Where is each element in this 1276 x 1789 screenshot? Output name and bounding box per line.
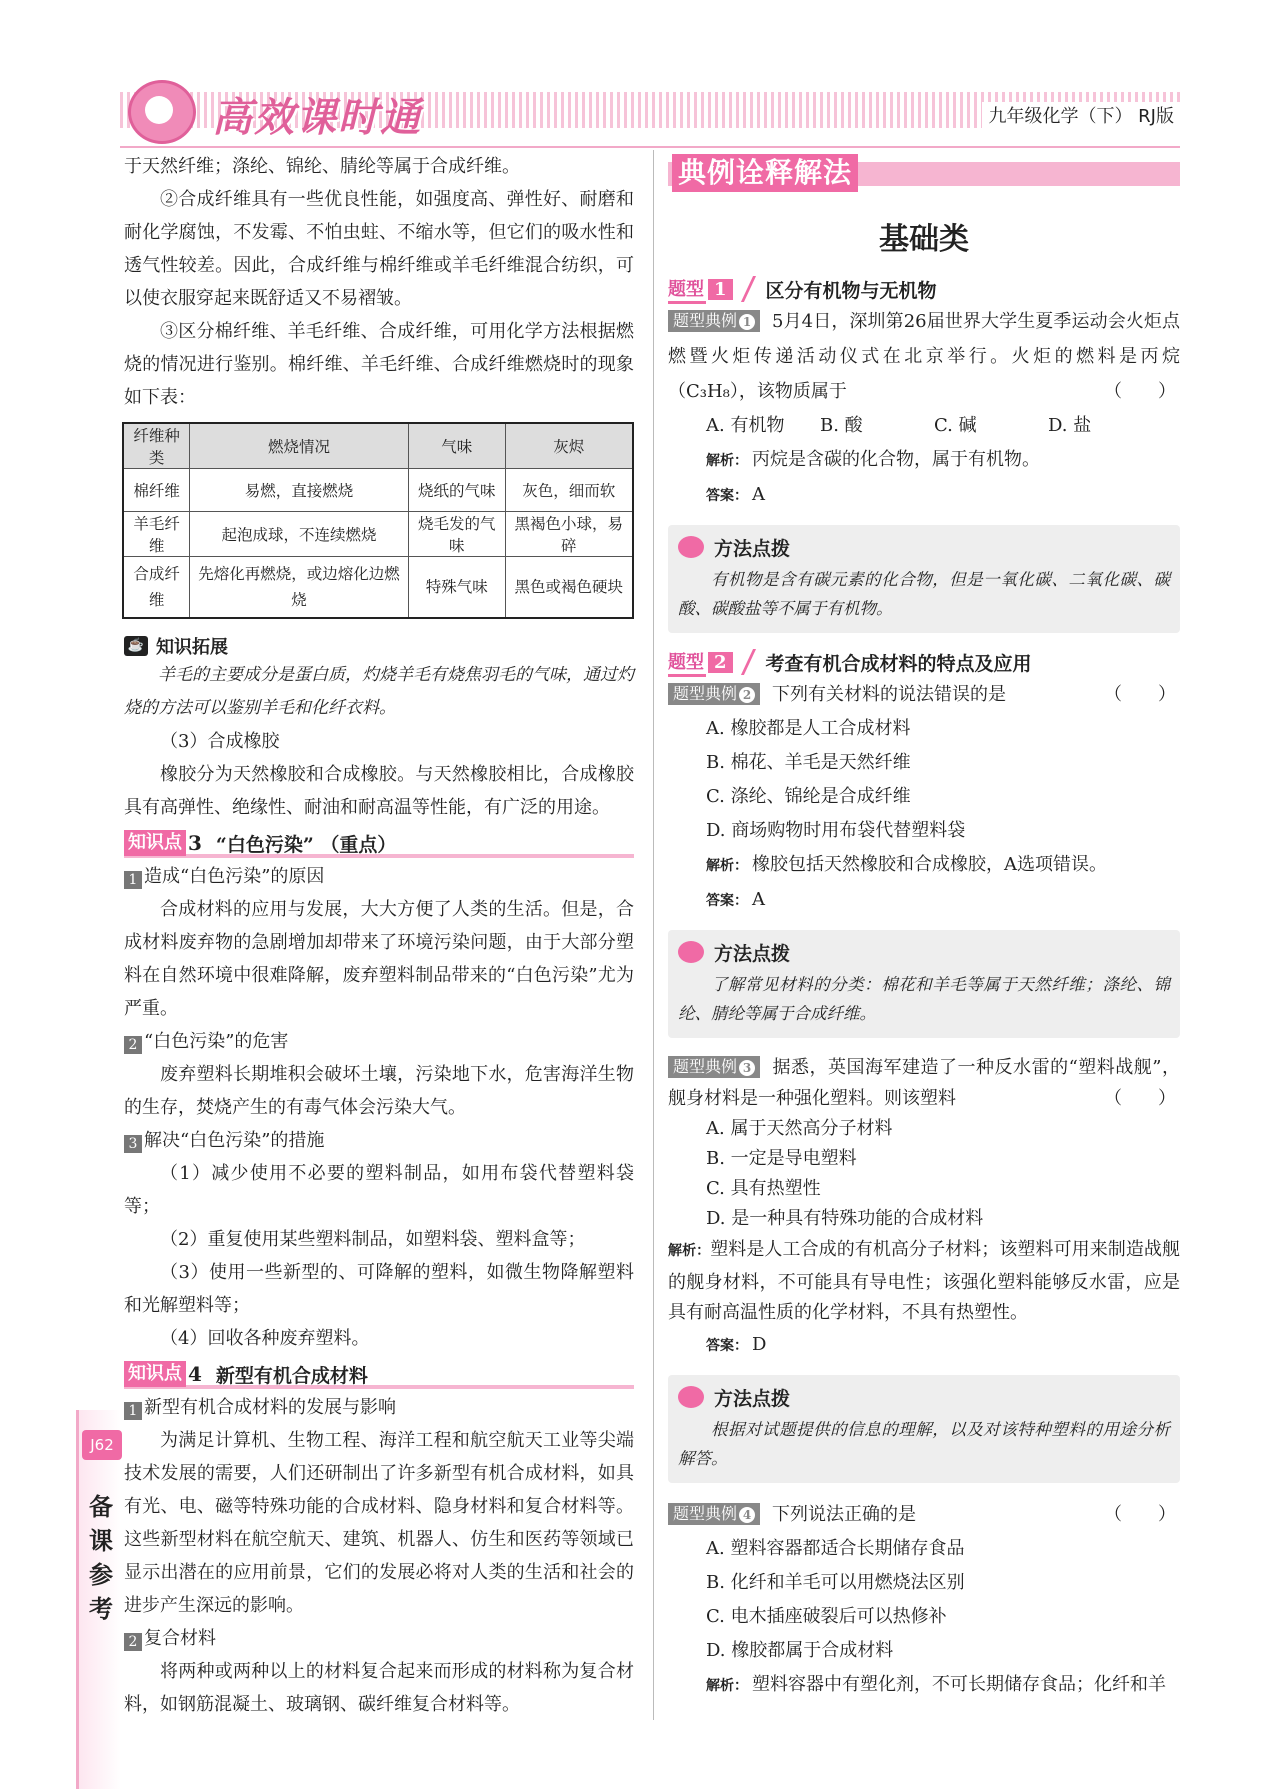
column-divider bbox=[653, 150, 654, 1720]
side-label bbox=[88, 1490, 114, 1626]
example-number: 4 bbox=[739, 1507, 755, 1523]
heading-text: 新型有机合成材料的发展与影响 bbox=[144, 1397, 396, 1418]
knowledge-point-4-bar bbox=[124, 1359, 634, 1389]
table-cell: 灰色，细而软 bbox=[505, 469, 633, 512]
question-stem: 据悉，英国海军建造了一种反水雷的“塑料战舰”，舰身材料是一种强化塑料。则该塑料 bbox=[668, 1057, 1180, 1109]
page-header bbox=[120, 80, 1180, 142]
table-row bbox=[123, 557, 633, 619]
table-header-cell: 燃烧情况 bbox=[190, 423, 409, 469]
example-tag-text: 题型典例 bbox=[673, 684, 738, 703]
table-cell: 烧毛发的气味 bbox=[408, 512, 505, 557]
paragraph: 废弃塑料长期堆积会破坏土壤，污染地下水，危害海洋生物的生存，焚烧产生的有毒气体会污染大气。 bbox=[124, 1064, 634, 1118]
table-cell: 合成纤维 bbox=[123, 557, 190, 619]
table-header-cell: 气味 bbox=[408, 423, 505, 469]
method-text: 根据对试题提供的信息的理解，以及对该特种塑料的用途分析解答。 bbox=[678, 1420, 1170, 1468]
method-heading bbox=[678, 934, 1170, 970]
option: A. 有机物 bbox=[706, 415, 785, 436]
example-tag bbox=[668, 1056, 760, 1078]
extension-text: 羊毛的主要成分是蛋白质，灼烧羊毛有烧焦羽毛的气味，通过灼烧的方法可以鉴别羊毛和化纤衣料。 bbox=[124, 665, 634, 718]
type-number: 2 bbox=[708, 652, 733, 673]
answer-value: A bbox=[752, 484, 765, 505]
brand-logo-text: 高效课时通 bbox=[212, 95, 422, 141]
table-cell: 黑色或褐色硬块 bbox=[505, 557, 633, 619]
table-cell: 易燃，直接燃烧 bbox=[190, 469, 409, 512]
example-question bbox=[668, 304, 1180, 409]
question-stem: 下列有关材料的说法错误的是 bbox=[772, 684, 1007, 705]
paragraph: 合成材料的应用与发展，大大方便了人类的生活。但是，合成材料废弃物的急剧增加却带来了环境污染问题，由于大部分塑料在自然环境中很难降解，废弃塑料制品带来的“白色污染”尤为严重。 bbox=[124, 899, 634, 1019]
table-cell: 羊毛纤维 bbox=[123, 512, 190, 557]
option: D. 是一种具有特殊功能的合成材料 bbox=[706, 1208, 984, 1229]
table-header-row bbox=[123, 423, 633, 469]
answer-value: A bbox=[752, 889, 765, 910]
table-row bbox=[123, 469, 633, 512]
numbered-heading bbox=[124, 860, 634, 893]
heading-number: 1 bbox=[124, 1402, 142, 1420]
page-number: J62 bbox=[82, 1430, 122, 1460]
paragraph: 将两种或两种以上的材料复合起来而形成的材料称为复合材料，如钢筋混凝土、玻璃钢、碳纤维复合材料等。 bbox=[124, 1661, 634, 1715]
analysis bbox=[706, 443, 1180, 478]
example-tag-text: 题型典例 bbox=[673, 311, 738, 330]
option: B. 棉花、羊毛是天然纤维 bbox=[706, 752, 911, 773]
heading-number: 3 bbox=[124, 1135, 142, 1153]
analysis-text: 橡胶包括天然橡胶和合成橡胶，A选项错误。 bbox=[752, 854, 1107, 875]
option: C. 电木插座破裂后可以热修补 bbox=[706, 1606, 947, 1627]
method-tip-box bbox=[668, 1375, 1180, 1483]
example-number: 3 bbox=[739, 1060, 755, 1076]
alarm-clock-icon bbox=[128, 80, 196, 144]
measure-item: （2）重复使用某些塑料制品，如塑料袋、塑料盒等； bbox=[160, 1229, 586, 1250]
question-type-1-bar bbox=[668, 274, 1180, 304]
side-char: 课 bbox=[89, 1526, 113, 1555]
heading-text: 造成“白色污染”的原因 bbox=[144, 866, 325, 887]
answer-value: D bbox=[752, 1334, 767, 1355]
example-question bbox=[668, 1497, 1180, 1532]
analysis-label: 解析： bbox=[668, 1243, 711, 1259]
method-title: 方法点拨 bbox=[714, 942, 791, 965]
example-tag bbox=[668, 683, 760, 705]
heading-text: “白色污染”的危害 bbox=[144, 1031, 289, 1052]
example-tag-text: 题型典例 bbox=[673, 1057, 738, 1076]
method-tip-box bbox=[668, 930, 1180, 1038]
cup-icon: ☕ bbox=[124, 636, 148, 656]
answer bbox=[706, 478, 1180, 513]
paragraph: 于天然纤维；涤纶、锦纶、腈纶等属于合成纤维。 bbox=[124, 156, 520, 177]
analysis-label: 解析： bbox=[706, 453, 748, 469]
analysis bbox=[668, 1234, 1180, 1328]
answer bbox=[706, 883, 1180, 918]
answer-label: 答案： bbox=[706, 893, 748, 909]
method-title: 方法点拨 bbox=[714, 1387, 791, 1410]
option: D. 商场购物时用布袋代替塑料袋 bbox=[706, 820, 966, 841]
options-row bbox=[706, 409, 1180, 443]
measure-item: （1）减少使用不必要的塑料制品，如用布袋代替塑料袋等； bbox=[124, 1163, 634, 1217]
type-title: 区分有机物与无机物 bbox=[765, 279, 937, 302]
method-tip-box bbox=[668, 525, 1180, 633]
heading-number: 1 bbox=[124, 871, 142, 889]
measure-item: （4）回收各种废弃塑料。 bbox=[160, 1328, 370, 1349]
example-question bbox=[668, 1052, 1180, 1114]
heading-number: 2 bbox=[124, 1633, 142, 1651]
speech-bubble-icon bbox=[678, 941, 704, 963]
numbered-heading bbox=[124, 1124, 634, 1157]
section-header bbox=[668, 154, 1180, 196]
side-char: 考 bbox=[89, 1594, 113, 1623]
example-tag bbox=[668, 1503, 760, 1525]
option: C. 碱 bbox=[934, 415, 977, 436]
left-column bbox=[124, 150, 634, 1721]
table-cell: 起泡成球，不连续燃烧 bbox=[190, 512, 409, 557]
numbered-heading bbox=[124, 1025, 634, 1058]
table-cell: 烧纸的气味 bbox=[408, 469, 505, 512]
side-char: 备 bbox=[89, 1492, 113, 1521]
right-column bbox=[668, 150, 1180, 1703]
question-type-2-bar bbox=[668, 647, 1180, 677]
option: B. 酸 bbox=[820, 415, 863, 436]
kp-number: 3 bbox=[188, 831, 202, 855]
answer-label: 答案： bbox=[706, 488, 748, 504]
analysis bbox=[706, 848, 1180, 883]
answer-blank: （ ） bbox=[1104, 684, 1176, 705]
option: D. 盐 bbox=[1048, 415, 1092, 436]
measure-item: （3）使用一些新型的、可降解的塑料，如微生物降解塑料和光解塑料等； bbox=[124, 1262, 634, 1316]
type-title: 考查有机合成材料的特点及应用 bbox=[765, 652, 1032, 675]
type-label: 题型 bbox=[668, 275, 706, 304]
method-heading bbox=[678, 1379, 1170, 1415]
kp-title: “白色污染” （重点） bbox=[215, 833, 397, 856]
kp-title: 新型有机合成材料 bbox=[215, 1364, 368, 1387]
option: A. 属于天然高分子材料 bbox=[706, 1118, 893, 1139]
option: B. 一定是导电塑料 bbox=[706, 1148, 857, 1169]
option: C. 具有热塑性 bbox=[706, 1178, 821, 1199]
category-title: 基础类 bbox=[879, 222, 969, 257]
analysis-text: 丙烷是含碳的化合物，属于有机物。 bbox=[752, 449, 1040, 470]
table-row bbox=[123, 512, 633, 557]
question-stem: 下列说法正确的是 bbox=[772, 1504, 917, 1525]
example-tag-text: 题型典例 bbox=[673, 1504, 738, 1523]
example-tag bbox=[668, 310, 760, 332]
option: C. 涤纶、锦纶是合成纤维 bbox=[706, 786, 911, 807]
analysis-label: 解析： bbox=[706, 1678, 748, 1694]
numbered-heading bbox=[124, 1622, 634, 1655]
table-cell: 先熔化再燃烧，或边熔化边燃烧 bbox=[190, 557, 409, 619]
speech-bubble-icon bbox=[678, 1386, 704, 1408]
speech-bubble-icon bbox=[678, 536, 704, 558]
header-rule bbox=[120, 146, 1180, 148]
kp-label: 知识点 bbox=[124, 1361, 186, 1387]
method-heading bbox=[678, 529, 1170, 565]
method-text: 有机物是含有碳元素的化合物，但是一氧化碳、二氧化碳、碳酸、碳酸盐等不属于有机物。 bbox=[678, 570, 1170, 618]
paragraph: ②合成纤维具有一些优良性能，如强度高、弹性好、耐磨和耐化学腐蚀，不发霉、不怕虫蛀、不缩水等，但它们的吸水性和透气性较差。因此，合成纤维与棉纤维或羊毛纤维混合纺织，可以使衣服穿起来既舒适又不易褶皱。 bbox=[124, 189, 634, 309]
kp-label: 知识点 bbox=[124, 830, 186, 856]
kp-number: 4 bbox=[188, 1362, 202, 1386]
option: A. 塑料容器都适合长期储存食品 bbox=[706, 1538, 965, 1559]
knowledge-point-3-bar bbox=[124, 828, 634, 858]
analysis-text: 塑料是人工合成的有机高分子材料；该塑料可用来制造战舰的舰身材料，不可能具有导电性；该强化塑料能够反水雷，应是具有耐高温性质的化学材料，不具有热塑性。 bbox=[668, 1239, 1181, 1323]
type-label: 题型 bbox=[668, 648, 706, 677]
book-info: 九年级化学（下） RJ版 bbox=[982, 102, 1180, 128]
table-cell: 棉纤维 bbox=[123, 469, 190, 512]
subheading: （3）合成橡胶 bbox=[160, 731, 280, 752]
table-header-cell: 纤维种类 bbox=[123, 423, 190, 469]
section-title: 典例诠释解法 bbox=[672, 154, 858, 192]
heading-text: 解决“白色污染”的措施 bbox=[144, 1130, 325, 1151]
fiber-burning-table bbox=[122, 422, 634, 619]
method-title: 方法点拨 bbox=[714, 537, 791, 560]
analysis-label: 解析： bbox=[706, 858, 748, 874]
table-cell: 特殊气味 bbox=[408, 557, 505, 619]
paragraph: 为满足计算机、生物工程、海洋工程和航空航天工业等尖端技术发展的需要，人们还研制出了许多新型有机合成材料，如具有光、电、磁等特殊功能的合成材料、隐身材料和复合材料等。这些新型材料在航空航天、建筑、机器人、仿生和医药等领域已显示出潜在的应用前景，它们的发展必将对人类的生活和社会的进步产生深远的影响。 bbox=[124, 1430, 634, 1616]
example-question bbox=[668, 677, 1180, 712]
heading-text: 复合材料 bbox=[144, 1628, 216, 1649]
example-number: 1 bbox=[739, 314, 755, 330]
answer-blank: （ ） bbox=[1104, 1088, 1176, 1109]
type-number: 1 bbox=[708, 279, 733, 300]
option: D. 橡胶都属于合成材料 bbox=[706, 1640, 894, 1661]
table-header-cell: 灰烬 bbox=[505, 423, 633, 469]
paragraph: ③区分棉纤维、羊毛纤维、合成纤维，可用化学方法根据燃烧的情况进行鉴别。棉纤维、羊毛纤维、合成纤维燃烧时的现象如下表： bbox=[124, 321, 634, 408]
question-stem: 5月4日，深圳第26届世界大学生夏季运动会火炬点燃暨火炬传递活动仪式在北京举行。火炬的燃料是丙烷（C₃H₈），该物质属于 bbox=[668, 311, 1180, 402]
numbered-heading bbox=[124, 1391, 634, 1424]
option: B. 化纤和羊毛可以用燃烧法区别 bbox=[706, 1572, 965, 1593]
answer-label: 答案： bbox=[706, 1338, 748, 1354]
table-cell: 黑褐色小球，易碎 bbox=[505, 512, 633, 557]
answer bbox=[706, 1328, 1180, 1363]
knowledge-extension-heading bbox=[124, 633, 634, 659]
heading-number: 2 bbox=[124, 1036, 142, 1054]
extension-title: 知识拓展 bbox=[156, 637, 228, 658]
answer-blank: （ ） bbox=[1104, 1504, 1176, 1525]
analysis bbox=[706, 1668, 1180, 1703]
option: A. 橡胶都是人工合成材料 bbox=[706, 718, 911, 739]
method-text: 了解常见材料的分类：棉花和羊毛等属于天然纤维；涤纶、锦纶、腈纶等属于合成纤维。 bbox=[678, 975, 1170, 1023]
paragraph: 橡胶分为天然橡胶和合成橡胶。与天然橡胶相比，合成橡胶具有高弹性、绝缘性、耐油和耐高温等性能，有广泛的用途。 bbox=[124, 764, 634, 818]
side-char: 参 bbox=[89, 1560, 113, 1589]
answer-blank: （ ） bbox=[1104, 381, 1176, 402]
example-number: 2 bbox=[739, 687, 755, 703]
analysis-text: 塑料容器中有塑化剂，不可长期储存食品；化纤和羊 bbox=[752, 1674, 1166, 1695]
